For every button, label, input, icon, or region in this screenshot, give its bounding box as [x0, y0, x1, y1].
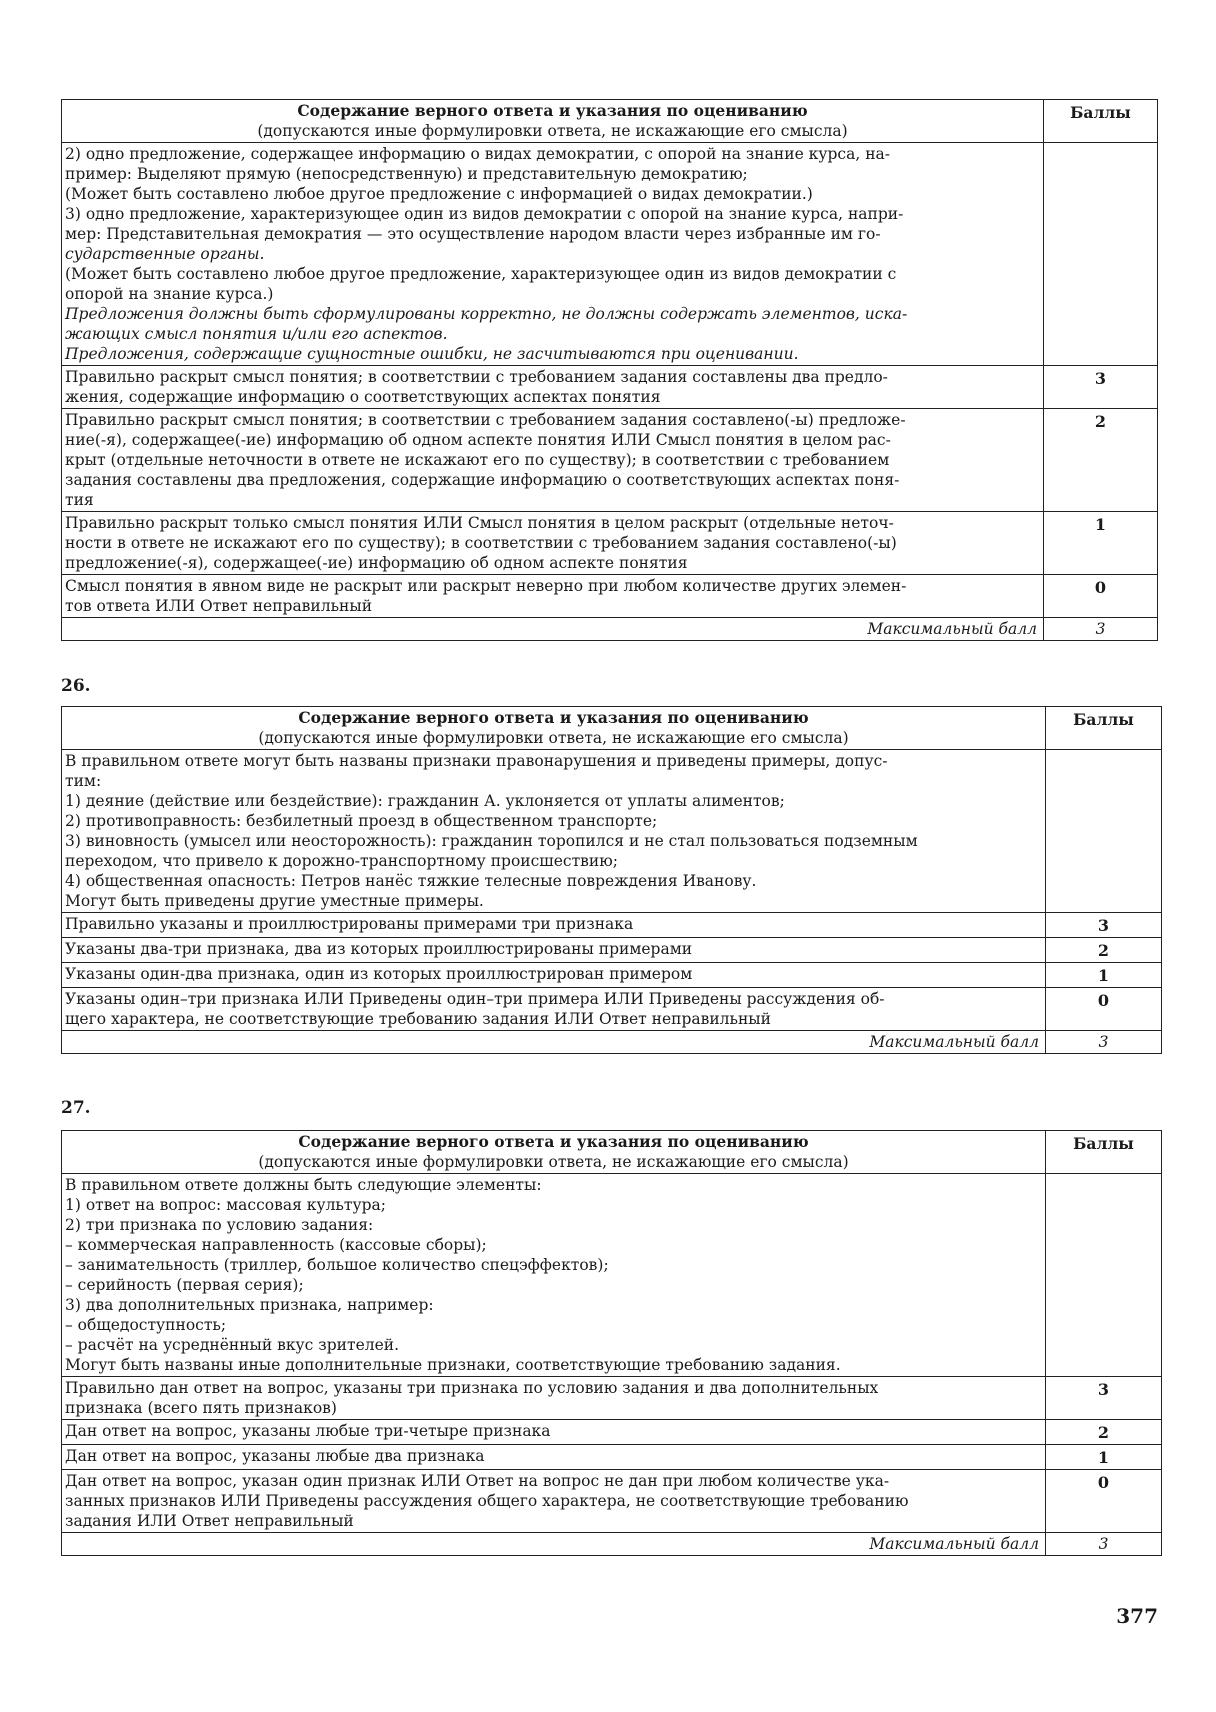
criteria-row — [62, 913, 1162, 938]
criteria-line: задания составлены два предложения, содержащие информацию о соответствующих аспектах поня- — [65, 471, 900, 489]
header-title: Содержание верного ответа и указания по оцениванию — [298, 708, 809, 727]
criteria-line: ние(-я), содержащее(-ие) информацию об одном аспекте понятия ИЛИ Смысл понятия в целом рас- — [65, 431, 891, 449]
table-header-row — [62, 707, 1162, 750]
points-empty — [1046, 750, 1162, 913]
max-score-row — [62, 1031, 1162, 1054]
criteria-points: 0 — [1044, 575, 1158, 618]
criteria-text — [62, 366, 1044, 409]
points-empty — [1046, 1174, 1162, 1377]
max-score-label: Максимальный балл — [62, 618, 1044, 641]
criteria-line: тия — [65, 491, 94, 509]
table-header-row — [62, 100, 1158, 143]
criteria-points: 2 — [1046, 938, 1162, 963]
criteria-line: Правильно раскрыт смысл понятия; в соответствии с требованием задания составлено(-ы) предложе- — [65, 411, 906, 429]
content-line: опорой на знание курса.) — [65, 285, 274, 303]
content-line: Предложения, содержащие сущностные ошибки, не засчитываются при оценивании. — [65, 345, 799, 363]
content-line: 2) три признака по условию задания: — [65, 1216, 374, 1234]
answer-content-row — [62, 143, 1158, 366]
header-title: Содержание верного ответа и указания по оцениванию — [298, 1132, 809, 1151]
header-subtitle: (допускаются иные формулировки ответа, не искажающие его смысла) — [258, 1153, 849, 1171]
criteria-line: тов ответа ИЛИ Ответ неправильный — [65, 597, 373, 615]
header-subtitle: (допускаются иные формулировки ответа, не искажающие его смысла) — [258, 729, 849, 747]
criteria-row — [62, 1470, 1162, 1533]
points-empty — [1044, 143, 1158, 366]
criteria-line: занных признаков ИЛИ Приведены рассуждения общего характера, не соответствующие требованию — [65, 1492, 909, 1510]
criteria-points: 3 — [1044, 366, 1158, 409]
page-number: 377 — [1116, 1604, 1158, 1628]
scoring-table-25 — [61, 99, 1158, 641]
header-subtitle: (допускаются иные формулировки ответа, не искажающие его смысла) — [257, 122, 848, 140]
criteria-line: Правильно указаны и проиллюстрированы примерами три признака — [65, 915, 634, 933]
max-score-value: 3 — [1046, 1031, 1162, 1054]
criteria-line: Правильно раскрыт только смысл понятия ИЛИ Смысл понятия в целом раскрыт (отдельные неточ- — [65, 514, 894, 532]
question-number-26: 26. — [61, 676, 91, 696]
content-line: – общедоступность; — [65, 1316, 227, 1334]
answer-content — [62, 1174, 1046, 1377]
content-line: сударственные органы. — [65, 245, 265, 263]
criteria-line: Указаны один-два признака, один из которых проиллюстрирован примером — [65, 965, 693, 983]
criteria-text — [62, 963, 1046, 988]
content-line: 3) два дополнительных признака, например: — [65, 1296, 434, 1314]
criteria-text — [62, 988, 1046, 1031]
criteria-line: Смысл понятия в явном виде не раскрыт или раскрыт неверно при любом количестве других элемен- — [65, 577, 907, 595]
content-line: 3) одно предложение, характеризующее один из видов демократии с опорой на знание курса, напри- — [65, 205, 904, 223]
content-line: В правильном ответе могут быть названы признаки правонарушения и приведены примеры, допус- — [65, 752, 888, 770]
content-line: тим: — [65, 772, 102, 790]
answer-content-row — [62, 750, 1162, 913]
criteria-points: 2 — [1044, 409, 1158, 512]
header-title: Содержание верного ответа и указания по оцениванию — [297, 101, 808, 120]
table-header-row — [62, 1131, 1162, 1174]
content-line: жающих смысл понятия и/или его аспектов. — [65, 325, 448, 343]
content-line: (Может быть составлено любое другое предложение с информацией о видах демократии.) — [65, 185, 813, 203]
scoring-table-27 — [61, 1130, 1162, 1556]
criteria-points: 0 — [1046, 988, 1162, 1031]
criteria-line: щего характера, не соответствующие требованию задания ИЛИ Ответ неправильный — [65, 1010, 771, 1028]
content-line: переходом, что привело к дорожно-транспортному происшествию; — [65, 852, 618, 870]
scoring-table-26 — [61, 706, 1162, 1054]
criteria-text — [62, 1420, 1046, 1445]
content-line: Предложения должны быть сформулированы корректно, не должны содержать элементов, иска- — [65, 305, 908, 323]
criteria-points: 0 — [1046, 1470, 1162, 1533]
criteria-line: признака (всего пять признаков) — [65, 1399, 337, 1417]
criteria-text — [62, 1445, 1046, 1470]
content-line: – расчёт на усреднённый вкус зрителей. — [65, 1336, 400, 1354]
max-score-label: Максимальный балл — [62, 1533, 1046, 1556]
criteria-line: Правильно раскрыт смысл понятия; в соответствии с требованием задания составлены два предло- — [65, 368, 888, 386]
content-line: (Может быть составлено любое другое предложение, характеризующее один из видов демократии с — [65, 265, 897, 283]
points-header: Баллы — [1046, 1131, 1162, 1174]
criteria-row — [62, 1420, 1162, 1445]
content-line: Могут быть названы иные дополнительные признаки, соответствующие требованию задания. — [65, 1356, 841, 1374]
header-cell — [62, 100, 1044, 143]
content-line: Могут быть приведены другие уместные примеры. — [65, 892, 484, 910]
criteria-row — [62, 575, 1158, 618]
criteria-line: Дан ответ на вопрос, указаны любые три-четыре признака — [65, 1422, 551, 1440]
criteria-text — [62, 1377, 1046, 1420]
criteria-text — [62, 575, 1044, 618]
content-line: – занимательность (триллер, большое количество спецэффектов); — [65, 1256, 609, 1274]
criteria-points: 1 — [1044, 512, 1158, 575]
max-score-label: Максимальный балл — [62, 1031, 1046, 1054]
header-cell — [62, 707, 1046, 750]
points-header: Баллы — [1046, 707, 1162, 750]
criteria-line: предложение(-я), содержащее(-ие) информацию об одном аспекте понятия — [65, 554, 688, 572]
content-line: – серийность (первая серия); — [65, 1276, 304, 1294]
content-line: – коммерческая направленность (кассовые сборы); — [65, 1236, 487, 1254]
content-line: 4) общественная опасность: Петров нанёс тяжкие телесные повреждения Иванову. — [65, 872, 757, 890]
criteria-line: Указаны один–три признака ИЛИ Приведены один–три примера ИЛИ Приведены рассуждения об- — [65, 990, 885, 1008]
criteria-line: Дан ответ на вопрос, указаны любые два признака — [65, 1447, 485, 1465]
criteria-text — [62, 913, 1046, 938]
criteria-row — [62, 1445, 1162, 1470]
content-line: 3) виновность (умысел или неосторожность): гражданин торопился и не стал пользоваться подземным — [65, 832, 918, 850]
criteria-points: 1 — [1046, 963, 1162, 988]
criteria-line: Правильно дан ответ на вопрос, указаны три признака по условию задания и два дополнительных — [65, 1379, 879, 1397]
max-score-row — [62, 1533, 1162, 1556]
max-score-value: 3 — [1044, 618, 1158, 641]
answer-content — [62, 143, 1044, 366]
criteria-text — [62, 1470, 1046, 1533]
header-cell — [62, 1131, 1046, 1174]
criteria-row — [62, 1377, 1162, 1420]
criteria-text — [62, 938, 1046, 963]
criteria-row — [62, 409, 1158, 512]
criteria-line: Дан ответ на вопрос, указан один признак ИЛИ Ответ на вопрос не дан при любом количестве ука- — [65, 1472, 890, 1490]
criteria-line: жения, содержащие информацию о соответствующих аспектах понятия — [65, 388, 661, 406]
criteria-points: 1 — [1046, 1445, 1162, 1470]
criteria-line: ности в ответе не искажают его по существу); в соответствии с требованием задания составлено(-ы) — [65, 534, 897, 552]
content-line: 1) деяние (действие или бездействие): гражданин А. уклоняется от уплаты алиментов; — [65, 792, 785, 810]
content-line: пример: Выделяют прямую (непосредственную) и представительную демократию; — [65, 165, 748, 183]
points-header: Баллы — [1044, 100, 1158, 143]
max-score-row — [62, 618, 1158, 641]
criteria-text — [62, 409, 1044, 512]
criteria-points: 3 — [1046, 1377, 1162, 1420]
criteria-row — [62, 512, 1158, 575]
question-number-27: 27. — [61, 1098, 91, 1118]
criteria-row — [62, 938, 1162, 963]
criteria-points: 3 — [1046, 913, 1162, 938]
criteria-row — [62, 366, 1158, 409]
content-line: мер: Представительная демократия — это осуществление народом власти через избранные им го- — [65, 225, 881, 243]
content-line: 2) противоправность: безбилетный проезд в общественном транспорте; — [65, 812, 658, 830]
criteria-row — [62, 988, 1162, 1031]
answer-content-row — [62, 1174, 1162, 1377]
criteria-line: Указаны два-три признака, два из которых проиллюстрированы примерами — [65, 940, 693, 958]
answer-content — [62, 750, 1046, 913]
content-line: В правильном ответе должны быть следующие элементы: — [65, 1176, 542, 1194]
criteria-points: 2 — [1046, 1420, 1162, 1445]
content-line: 2) одно предложение, содержащее информацию о видах демократии, с опорой на знание курса, на- — [65, 145, 890, 163]
max-score-value: 3 — [1046, 1533, 1162, 1556]
content-line: 1) ответ на вопрос: массовая культура; — [65, 1196, 386, 1214]
criteria-text — [62, 512, 1044, 575]
criteria-line: крыт (отдельные неточности в ответе не искажают его по существу); в соответствии с требованием — [65, 451, 890, 469]
criteria-line: задания ИЛИ Ответ неправильный — [65, 1512, 354, 1530]
criteria-row — [62, 963, 1162, 988]
